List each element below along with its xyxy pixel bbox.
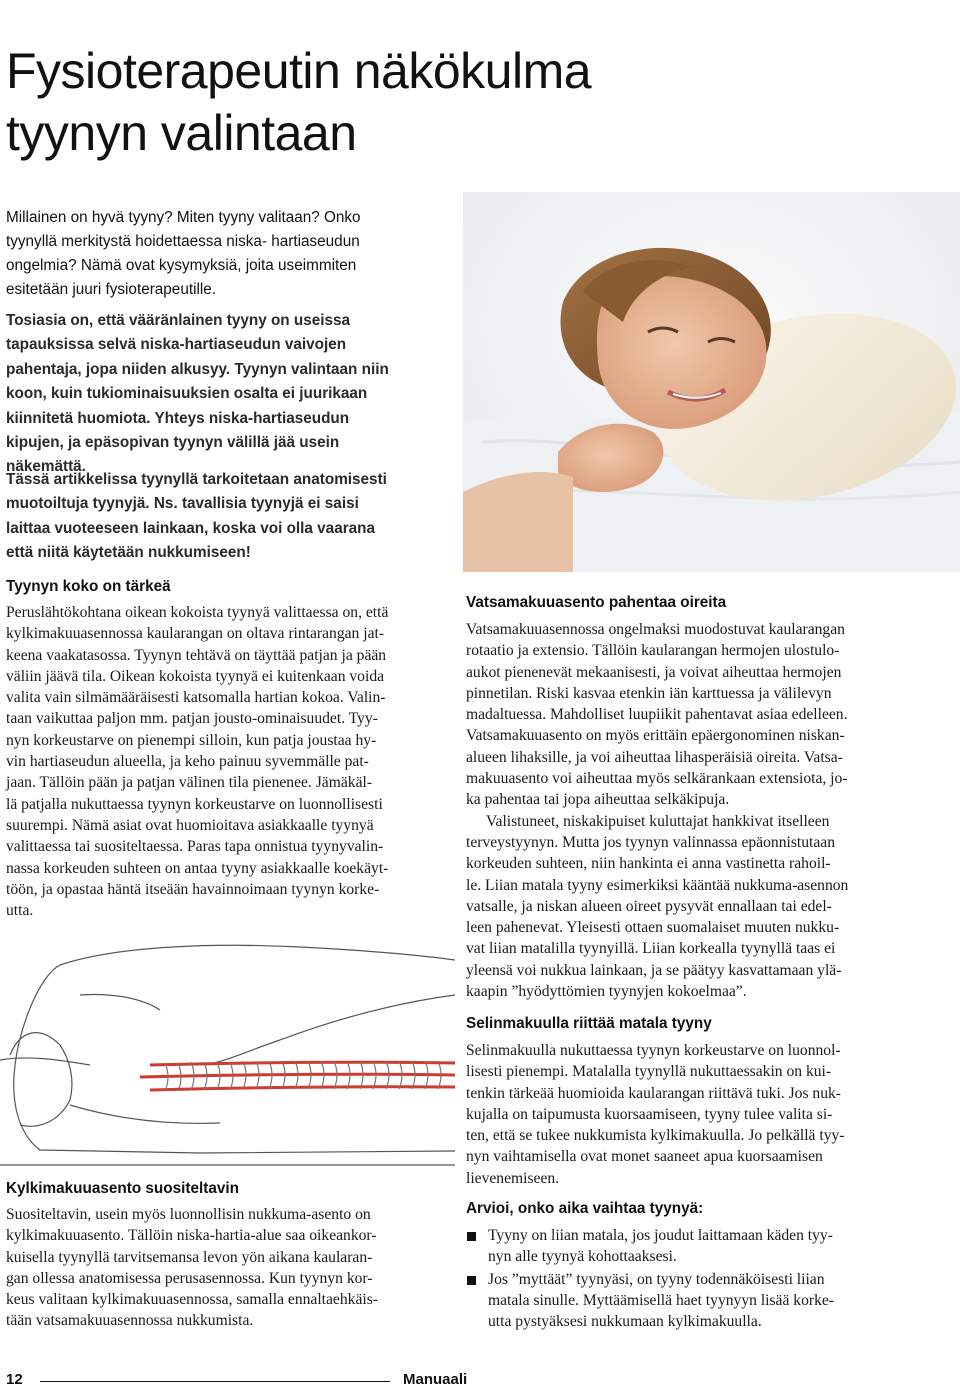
bullet-line: matala sinulle. Myttäämisellä haet tyynyyn lisää korke- [488,1291,834,1309]
lead-line: pahentaja, jopa niiden alkusyy. Tyynyn valintaan niin [6,360,389,378]
lead-line: muotoiltuja tyynyjä. Ns. tavallisia tyynyjä ei saisi [6,495,359,513]
intro-line: ongelmia? Nämä ovat kysymyksiä, joita useimmiten [6,257,357,274]
body-line: Vatsamakuuasento on myös erittäin epäergonominen niskan- [466,727,845,745]
page-title [6,40,766,164]
section-heading-stomach: Vatsamakuuasento pahentaa oireita [466,594,727,611]
body-line: keus valitaan kylkimakuuasennossa, samalla ennaltaehkäis- [6,1291,378,1309]
body-line: kylkimakuuasennossa kaularangan on oltava rintarangan jat- [6,625,385,643]
body-line: keena vaakatasossa. Tyynyn tehtävä on täyttää patjan ja pään [6,646,387,664]
body-line: gan ollessa anatomisessa perusasennossa. Kun tyynyn kor- [6,1269,373,1287]
page-number: 12 [6,1371,23,1388]
lead-line: Tässä artikkelissa tyynyllä tarkoitetaan anatomisesti [6,471,387,488]
body-line: aukot pienenevät mekaanisesti, ja voivat aiheuttaa hermojen [466,663,842,681]
woman-on-pillow-photo [463,192,960,572]
body-line: valittaessa tai suositeltaessa. Paras tapa onnistua tyynyvalin- [6,838,384,856]
lead-line: tapauksissa selvä niska-hartiaseudun vaivojen [6,336,347,354]
body-line: Selinmakuulla nukuttaessa tyynyn korkeustarve on luonnol- [466,1042,841,1059]
lead-line: näkemättä. [6,458,86,476]
body-line: vat liian matalilla tyynyillä. Liian korkealla tyynyllä taas ei [466,940,836,958]
section-heading-checklist: Arvioi, onko aika vaihtaa tyynyä: [466,1200,704,1217]
page-title-line: tyynyn valintaan [6,105,357,161]
body-line: utta. [6,902,34,920]
body-line: valita vain silmämääräisesti katsomalla hartian kokoa. Valin- [6,689,386,707]
body-line: töön, ja opastaa häntä itseään havainnoimaan tyynyn korke- [6,880,380,898]
body-line: kaapin ”hyödyttömien tyynyjen kokoelmaa”. [466,983,747,1001]
body-line: tään vatsamakuuasennossa nukkumista. [6,1312,254,1330]
body-line: korkeuden suhteen, niin hankinta ei anna vastinetta rahoil- [466,855,831,873]
lead-line: kiinnitetä huomiota. Yhteys niska-hartiaseudun [6,409,350,427]
body-line: yleensä voi nukkua lainkaan, ja se päätyy kasvattamaan ylä- [466,961,842,979]
body-line: taan vaikuttaa paljon mm. patjan jousto-ominaisuudet. Tyy- [6,710,378,728]
checklist-item [466,1225,896,1268]
body-line: lisesti pienempi. Matalalla tyynyllä nukuttaessakin on kui- [466,1063,832,1081]
body-line: tenkin tärkeää huomioida kaularangan riittävä tuki. Jos nuk- [466,1084,842,1102]
lead-line: laittaa vuoteeseen lainkaan, koska voi olla vaarana [6,519,376,537]
body-line: ka pahentaa tai jopa aiheuttaa selkäkipuja. [466,791,730,809]
section-heading-size: Tyynyn koko on tärkeä [6,578,171,595]
intro-line: esitetään juuri fysioterapeutille. [6,281,217,298]
body-line: suurempi. Nämä asiat ovat huomioitava asiakkaalle tyynyä [6,816,374,834]
lead-line: kipujen, ja epäsopivan tyynyn välillä jää usein [6,434,340,452]
body-line: Valistuneet, niskakipuiset kuluttajat hankkivat itselleen [486,812,830,830]
body-line: nassa korkeuden suhteen on antaa tyyny asiakkaalle koekäyt- [6,859,389,877]
body-line: pinnetilan. Riski kasvaa etenkin iän karttuessa ja välilevyn [466,684,832,702]
section-body-side [6,1204,435,1332]
bullet-line: Tyyny on liian matala, jos joudut laittamaan käden tyy- [488,1227,833,1244]
lead-line: Tosiasia on, että vääränlainen tyyny on useissa [6,312,351,329]
intro-line: Millainen on hyvä tyyny? Miten tyyny valitaan? Onko [6,209,361,226]
body-line: terveystyynyn. Mutta jos tyynyn valinnassa epäonnistutaan [466,833,835,851]
body-line: vatsalle, ja niskan alueen oireet pysyvät ennallaan tai edel- [466,897,832,915]
page-title-line: Fysioterapeutin näkökulma [6,43,592,99]
body-line: Vatsamakuuasennossa ongelmaksi muodostuvat kaularangan [466,621,845,638]
body-line: kujalla on taipumusta kuorsaamiseen, tyyny tulee valita si- [466,1105,833,1123]
bullet-line: Jos ”myttäät” tyynyäsi, on tyyny todennäköisesti liian [488,1270,825,1288]
section-heading-side: Kylkimakuuasento suositeltavin [6,1180,239,1197]
bullet-line: nyn alle tyynyä kohottaaksesi. [488,1248,677,1266]
body-line: nyn vaihtamisella ovat monet saaneet apua kuorsaamisen [466,1148,823,1166]
body-line: lievenemiseen. [466,1169,560,1187]
body-line: madaltuessa. Mahdolliset luupiikit pahentavat asiaa edelleen. [466,706,848,724]
lead-paragraph-2 [6,468,526,566]
section-body-stomach [466,619,896,1002]
square-bullet-icon [467,1276,476,1285]
bullet-line: utta pystyäksesi nukkumaan kylkimakuulla. [488,1313,762,1331]
body-line: makuuasento voi aiheuttaa myös selkärankaan extensiota, jo- [466,770,848,788]
lead-paragraph-1 [6,309,526,480]
intro-paragraph [6,206,436,302]
body-line: Peruslähtökohtana oikean kokoista tyynyä valittaessa on, että [6,604,389,621]
body-line: kylkimakuuasento. Tällöin niska-hartia-alue saa oikeankor- [6,1227,377,1245]
checklist [466,1225,896,1333]
lead-line: koon, kuin tukiominaisuuksien osalta ei juurikaan [6,385,368,403]
square-bullet-icon [467,1232,476,1241]
body-line: ten, että se tukee nukkumista kylkimakuulla. Jo pelkällä tyy- [466,1127,845,1145]
lead-line: että niitä käytetään nukkumiseen! [6,544,251,562]
intro-line: tyynyllä merkitystä hoidettaessa niska- hartiaseudun [6,233,360,250]
body-line: jaan. Tällöin pään ja patjan välinen tila pienenee. Jämäkäl- [6,774,373,792]
spine-diagram-illustration [0,935,455,1167]
body-line: rotaatio ja extensio. Tällöin kaularangan hermojen ulostulo- [466,642,840,660]
body-line: nyn korkeustarve on pienempi silloin, kun patja joustaa hy- [6,731,377,749]
section-heading-back: Selinmakuulla riittää matala tyyny [466,1015,712,1032]
section-body-size [6,602,435,921]
body-line: leen pahenevat. Yleisesti ottaen suomalaiset muuten nukku- [466,919,840,937]
body-line: alueen lihaksille, ja voi aiheuttaa lihasperäisiä oireita. Vatsa- [466,748,843,766]
photo-illustration [463,192,960,572]
body-line: kuisella tyynyllä tarvitsemansa levon yön aikana kaularan- [6,1248,373,1266]
footer-rule [40,1381,390,1382]
section-body-back [466,1040,896,1189]
checklist-item [466,1269,896,1333]
body-line: Suositeltavin, usein myös luonnollisin nukkuma-asento on [6,1206,371,1223]
footer-brand: Manuaali [403,1371,468,1388]
body-line: väliin jäävä tila. Oikean kokoista tyynyä ei kuitenkaan voida [6,667,385,685]
body-line: lä patjalla nukuttaessa tyynyn korkeustarve on luonnollisesti [6,795,383,813]
body-line: le. Liian matala tyyny esimerkiksi kääntää nukkuma-asennon [466,876,849,894]
spine-pillow-diagram [0,935,455,1167]
body-line: vin hartiaseudun alueella, ja keho painuu syvemmälle pat- [6,753,369,771]
